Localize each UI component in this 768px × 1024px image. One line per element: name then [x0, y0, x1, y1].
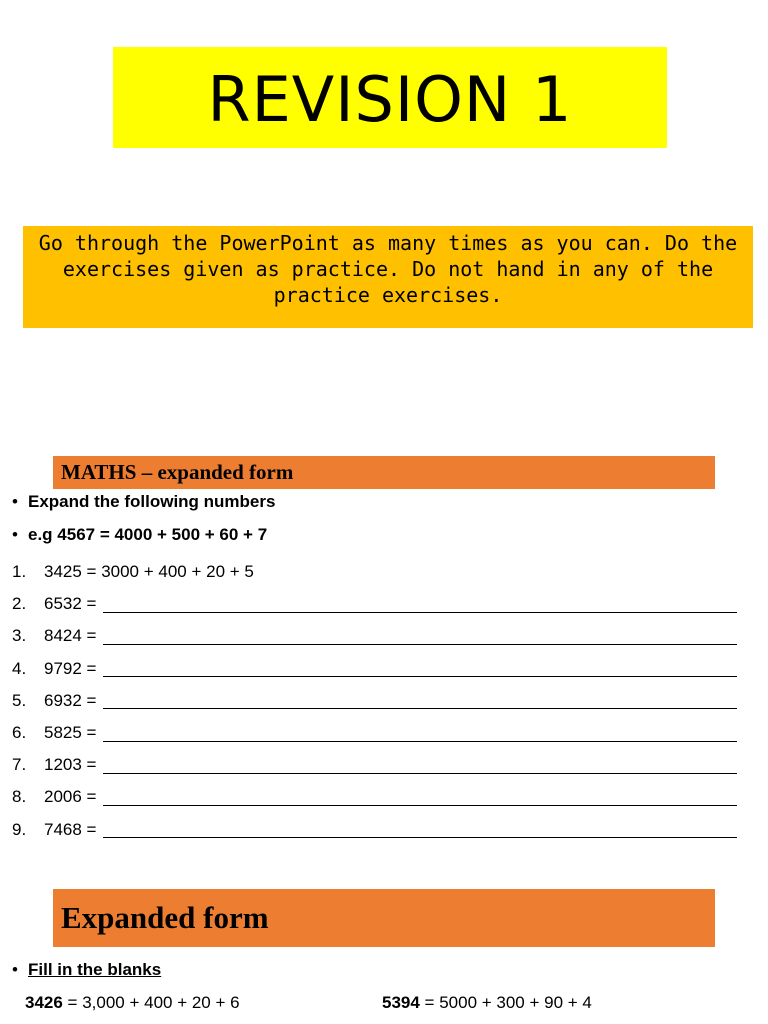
title-banner: [113, 47, 667, 148]
exercise-number: 1.: [12, 562, 27, 582]
exercise-item: [12, 588, 752, 620]
bullet-text: Expand the following numbers: [28, 492, 276, 511]
bullet-expand-instruction: [12, 492, 275, 512]
exercise-number: 3.: [12, 626, 27, 646]
section-heading-maths-text: MATHS – expanded form: [61, 460, 294, 484]
exercise-text: 3425 = 3000 + 400 + 20 + 5: [44, 562, 254, 582]
fill-example-1: [25, 993, 240, 1013]
answer-blank[interactable]: [103, 596, 737, 613]
exercise-number: 4.: [12, 658, 27, 678]
bullet-icon: •: [12, 960, 18, 979]
exercise-item: [12, 781, 752, 813]
instruction-text: Go through the PowerPoint as many times as you can. Do the exercises given as practice. Do not hand in any of the practice exercises.: [38, 231, 738, 307]
exercise-text: 7468 =: [44, 819, 102, 839]
answer-blank[interactable]: [103, 660, 737, 677]
section-heading-expanded-form-text: Expanded form: [61, 900, 269, 935]
exercise-number: 9.: [12, 819, 27, 839]
answer-blank[interactable]: [103, 692, 737, 709]
exercise-text: 8424 =: [44, 626, 102, 646]
exercise-text: 6532 =: [44, 594, 102, 614]
answer-blank[interactable]: [103, 821, 737, 838]
bullet-example: [12, 525, 267, 545]
bullet-icon: •: [12, 525, 18, 544]
bullet-fill-blanks: [12, 960, 161, 980]
exercise-text: 2006 =: [44, 787, 102, 807]
exercise-text: 9792 =: [44, 658, 102, 678]
exercise-item: [12, 749, 752, 781]
answer-blank[interactable]: [103, 757, 737, 774]
answer-blank[interactable]: [103, 628, 737, 645]
fill-example-2: [382, 993, 592, 1013]
exercise-item: [12, 717, 752, 749]
exercise-number: 5.: [12, 690, 27, 710]
answer-blank[interactable]: [103, 789, 737, 806]
example-expansion: = 5000 + 300 + 90 + 4: [419, 993, 592, 1012]
section-heading-expanded-form: [53, 889, 715, 947]
exercise-number: 2.: [12, 594, 27, 614]
exercise-item: [12, 814, 752, 846]
example-number: 3426: [25, 993, 63, 1012]
exercise-number: 7.: [12, 755, 27, 775]
bullet-icon: •: [12, 492, 18, 511]
exercise-item: [12, 620, 752, 652]
example-expansion: = 3,000 + 400 + 20 + 6: [62, 993, 240, 1012]
exercise-number: 8.: [12, 787, 27, 807]
page-title: REVISION 1: [207, 62, 573, 136]
answer-blank[interactable]: [103, 725, 737, 742]
exercise-item: [12, 685, 752, 717]
exercise-text: 5825 =: [44, 723, 102, 743]
example-number: 5394: [382, 993, 420, 1012]
fill-blanks-label: Fill in the blanks: [28, 960, 162, 979]
exercise-item: [12, 653, 752, 685]
exercise-text: 6932 =: [44, 690, 102, 710]
section-heading-maths: [53, 456, 715, 489]
instruction-box: [23, 226, 753, 328]
bullet-text: e.g 4567 = 4000 + 500 + 60 + 7: [28, 525, 268, 544]
exercise-text: 1203 =: [44, 755, 102, 775]
exercise-list: [12, 556, 752, 846]
exercise-number: 6.: [12, 723, 27, 743]
exercise-item: [12, 556, 752, 588]
